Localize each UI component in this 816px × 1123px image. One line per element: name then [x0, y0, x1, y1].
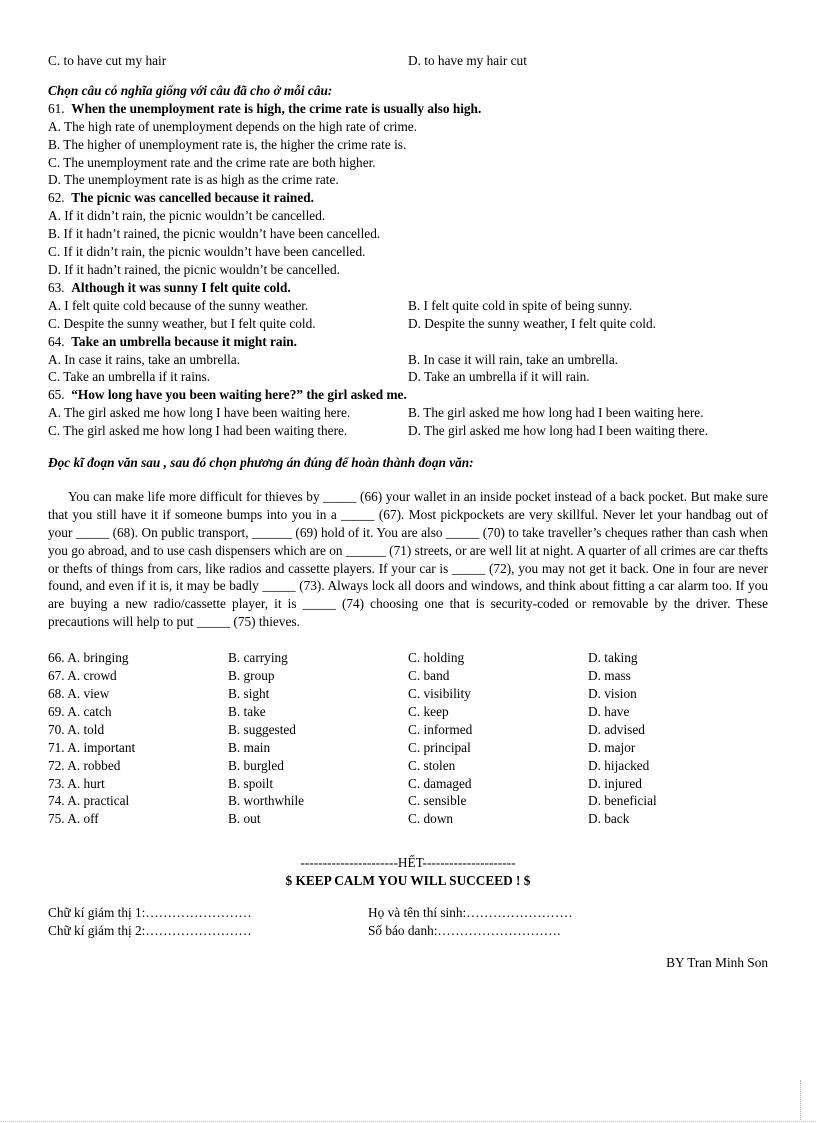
- option-d: D. to have my hair cut: [408, 53, 527, 68]
- cloze-row: 75. A. off B. out C. down D. back: [48, 811, 630, 827]
- option-c: C. Take an umbrella if it rains.: [48, 369, 211, 385]
- cloze-row: 68. A. view B. sight C. visibility D. vision: [48, 686, 637, 701]
- motto: $ KEEP CALM YOU WILL SUCCEED ! $: [285, 873, 531, 889]
- cloze-options: [48, 649, 768, 828]
- option-d: D. Take an umbrella if it will rain.: [408, 369, 590, 385]
- cloze-row: 71. A. important B. main C. principal D. major: [48, 739, 636, 755]
- page-bottom-border: [0, 1121, 816, 1122]
- exam-page: [48, 52, 768, 972]
- candidate-number: Số báo danh:……………………….: [368, 922, 561, 938]
- option-a: A. I felt quite cold because of the sunny weather.: [48, 297, 309, 313]
- invigilator-2-signature: Chữ kí giám thị 2:……………………: [48, 922, 252, 938]
- question-stem: When the unemployment rate is high, the crime rate is usually also high.: [71, 100, 482, 116]
- option-b: B. If it hadn’t rained, the picnic wouldn’t have been cancelled.: [48, 226, 381, 242]
- candidate-name: Họ và tên thí sinh:……………………: [368, 905, 573, 921]
- option-b: B. I felt quite cold in spite of being sunny.: [408, 297, 633, 313]
- option-c: C. Despite the sunny weather, but I felt quite cold.: [48, 315, 316, 331]
- signature-row-1: [48, 904, 768, 922]
- question-62: 62. The picnic was cancelled because it rained.: [48, 190, 314, 206]
- options-row: [48, 368, 768, 386]
- question-stem: “How long have you been waiting here?” the girl asked me.: [71, 387, 407, 403]
- end-marker: ----------------------HẾT---------------------: [300, 855, 516, 871]
- author-credit: BY Tran Minh Son: [666, 954, 768, 970]
- section-title-cloze: Đọc kĩ đoạn văn sau , sau đó chọn phương án đúng để hoàn thành đoạn văn:: [48, 455, 474, 471]
- option-d: D. Despite the sunny weather, I felt quite cold.: [408, 315, 656, 331]
- signature-row-2: [48, 922, 768, 940]
- page-corner-mark: [800, 1080, 801, 1120]
- question-stem: Although it was sunny I felt quite cold.: [71, 279, 291, 295]
- options-row: [48, 297, 768, 315]
- option-d: D. If it hadn’t rained, the picnic wouldn’t be cancelled.: [48, 261, 340, 277]
- question-63: 63. Although it was sunny I felt quite cold.: [48, 279, 291, 295]
- section-title-synonym: Chọn câu có nghĩa giống với câu đã cho ở mỗi câu:: [48, 82, 333, 98]
- cloze-row: 74. A. practical B. worthwhile C. sensible D. beneficial: [48, 793, 657, 809]
- option-a: A. The girl asked me how long I have been waiting here.: [48, 405, 351, 421]
- cloze-row: 67. A. crowd B. group C. band D. mass: [48, 668, 631, 684]
- option-b: B. The higher of unemployment rate is, the higher the crime rate is.: [48, 136, 407, 152]
- cloze-row: 69. A. catch B. take C. keep D. have: [48, 703, 630, 719]
- option-b: B. In case it will rain, take an umbrella.: [408, 351, 619, 367]
- top-options-row: [48, 52, 768, 70]
- option-a: A. If it didn’t rain, the picnic wouldn’t be cancelled.: [48, 208, 326, 224]
- cloze-row: 66. A. bringing B. carrying C. holding D. taking: [48, 650, 638, 666]
- passage-text: You can make life more difficult for thieves by _____ (66) your wallet in an inside pocket instead of a back pocket. But make sure that you still have it if someone bumps into you in a _____ (67). Most pickpockets are very skillful. Never let your handbag out of your _____ (68). On public transport, ______ (69) hold of it. You are also _____ (70) to take traveller’s cheques rather than cash when you go abroad, and to use cash dispensers which are on ______ (71) streets, or are well lit at night. A quarter of all crimes are car thefts or thefts of things from cars, like radios and cassette players. If your car is _____ (72), you may not get it back. One in four are never found, and even if it is, it may be badly _____ (73). Always lock all doors and windows, and think about fitting a car alarm too. If you are buying a new radio/cassette player, it is _____ (74) choosing one that is security-coded or removable by the driver. These precautions will help to put _____ (75) thieves.: [48, 488, 768, 630]
- option-b: B. The girl asked me how long had I been waiting here.: [408, 405, 704, 421]
- question-65: 65. “How long have you been waiting here?” the girl asked me.: [48, 387, 407, 403]
- options-row: [48, 422, 768, 440]
- cloze-row: 72. A. robbed B. burgled C. stolen D. hijacked: [48, 757, 650, 773]
- option-d: D. The girl asked me how long had I been waiting there.: [408, 423, 708, 439]
- option-c: C. The girl asked me how long I had been waiting there.: [48, 423, 348, 439]
- question-61: 61. When the unemployment rate is high, the crime rate is usually also high.: [48, 100, 482, 116]
- cloze-passage: [48, 488, 768, 631]
- invigilator-1-signature: Chữ kí giám thị 1:……………………: [48, 905, 252, 921]
- options-row: [48, 404, 768, 422]
- options-row: [48, 351, 768, 369]
- options-row: [48, 315, 768, 333]
- option-c: C. The unemployment rate and the crime rate are both higher.: [48, 154, 376, 170]
- option-d: D. The unemployment rate is as high as the crime rate.: [48, 172, 339, 188]
- option-c: C. to have cut my hair: [48, 53, 167, 68]
- option-a: A. In case it rains, take an umbrella.: [48, 351, 240, 367]
- option-c: C. If it didn’t rain, the picnic wouldn’t have been cancelled.: [48, 244, 366, 260]
- question-64: 64. Take an umbrella because it might rain.: [48, 333, 297, 349]
- cloze-row: 70. A. told B. suggested C. informed D. advised: [48, 721, 645, 737]
- question-stem: The picnic was cancelled because it rained.: [71, 190, 314, 206]
- question-stem: Take an umbrella because it might rain.: [71, 333, 297, 349]
- cloze-row: 73. A. hurt B. spoilt C. damaged D. injured: [48, 775, 642, 791]
- option-a: A. The high rate of unemployment depends on the high rate of crime.: [48, 118, 418, 134]
